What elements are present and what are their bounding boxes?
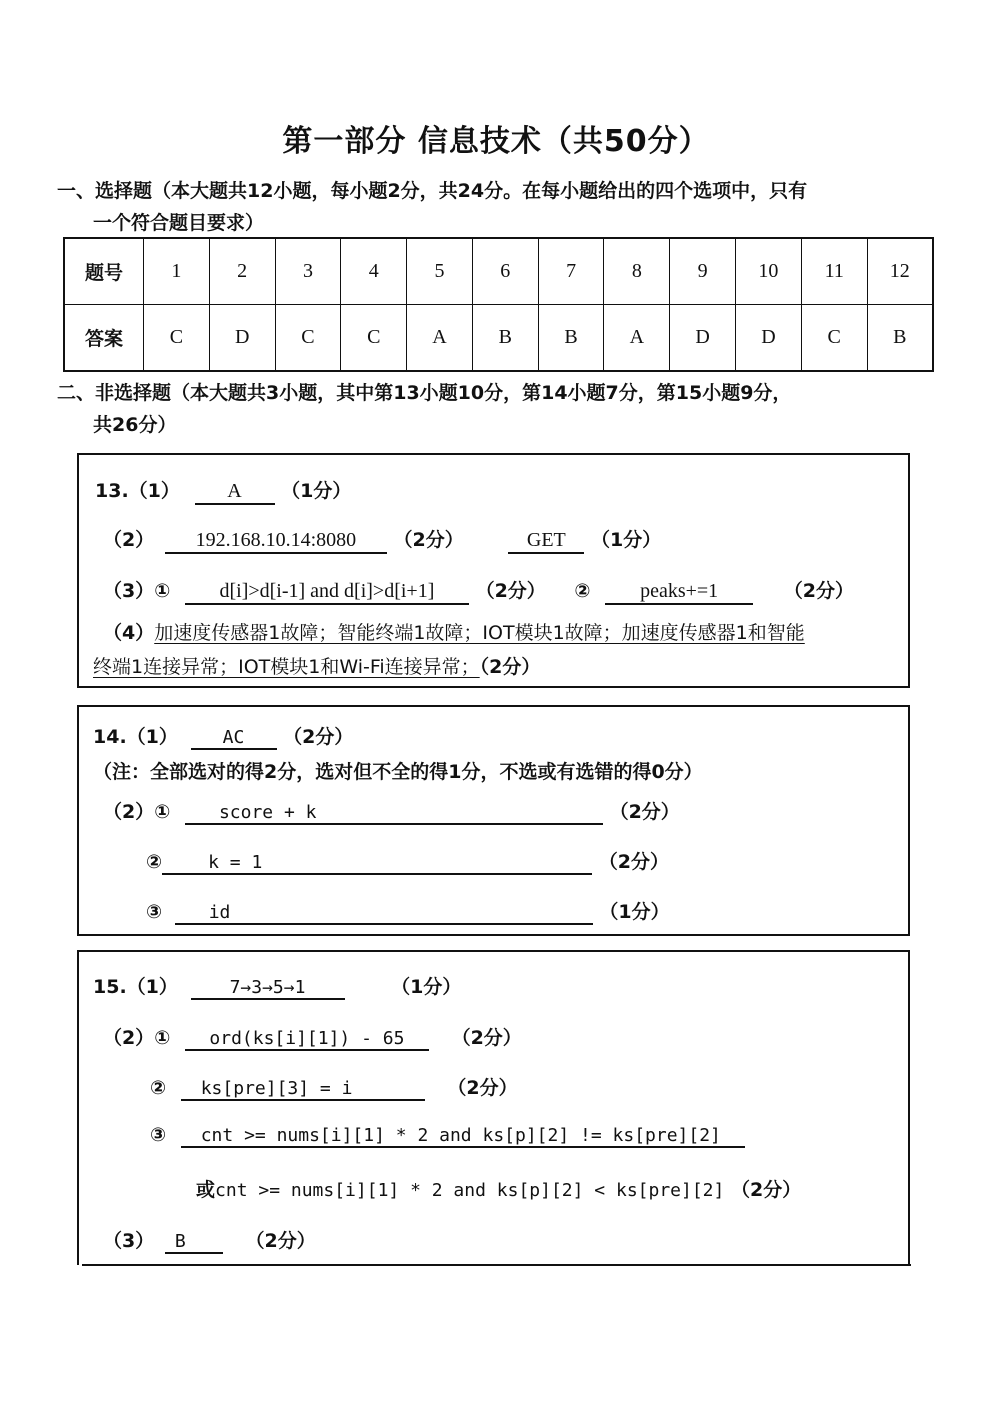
- question-number-cell: 10: [736, 238, 802, 305]
- row-header: 题号: [64, 238, 144, 305]
- answer-cell: B: [472, 305, 538, 372]
- q14-p1-answer: AC: [191, 727, 277, 750]
- q15-part1: [93, 972, 461, 1000]
- question-number-cell: 4: [341, 238, 407, 305]
- q13-p1-points: （1分）: [281, 480, 352, 502]
- q14-part1: [93, 722, 353, 750]
- question-number-cell: 8: [604, 238, 670, 305]
- q13-p3-label: （3）①: [103, 580, 171, 602]
- q13-p1-answer: A: [195, 480, 275, 505]
- q13-p2-answer-a: 192.168.10.14:8080: [165, 529, 387, 554]
- q13-p2-answer-b: GET: [508, 529, 584, 554]
- q14-answer-2: k = 1: [162, 852, 592, 875]
- q15-part2-1: [103, 1023, 522, 1051]
- table-row: [64, 305, 933, 372]
- section2-heading-cont: 共26分）: [93, 414, 177, 436]
- q13-part3: [103, 576, 854, 605]
- q15-p1-points: （1分）: [391, 976, 462, 998]
- q14-part2-1: [103, 797, 680, 825]
- q14-p2-label: （2）①: [103, 801, 171, 823]
- q15-alt-answer: cnt >= nums[i][1] * 2 and ks[p][2] < ks[pre][2]: [215, 1180, 725, 1201]
- answer-cell: D: [736, 305, 802, 372]
- q13-p2-points-b: （1分）: [590, 529, 662, 551]
- q15-l2: ②: [150, 1077, 167, 1099]
- answer-cell: D: [670, 305, 736, 372]
- q13-p1-label: 13.（1）: [95, 480, 180, 502]
- q13-p3-answer-a: d[i]>d[i-1] and d[i]>d[i+1]: [185, 580, 469, 605]
- q15-answer-3: cnt >= nums[i][1] * 2 and ks[p][2] != ks[pre][2]: [181, 1125, 745, 1148]
- bottom-rule: [82, 1264, 911, 1266]
- q14-part2-3: [146, 897, 670, 925]
- q14-part2-2: [146, 847, 669, 875]
- q13-p4-text1: 加速度传感器1故障；智能终端1故障；IOT模块1故障；加速度传感器1和智能: [154, 622, 805, 644]
- q15-answer-2: ks[pre][3] = i: [181, 1078, 425, 1101]
- question-number-cell: 7: [538, 238, 604, 305]
- question-number-cell: 11: [801, 238, 867, 305]
- q15-part2-3: [150, 1124, 745, 1148]
- q15-p3-label: （3）: [103, 1230, 155, 1252]
- q13-p3-points-a: （2分）: [475, 580, 546, 602]
- question-number-cell: 6: [472, 238, 538, 305]
- q14-l2: ②: [146, 851, 163, 873]
- q15-p2-label: （2）①: [103, 1027, 171, 1049]
- q15-part3: [103, 1226, 316, 1254]
- q13-part4: [103, 618, 805, 645]
- q14-answer-1: score + k: [185, 802, 603, 825]
- section1-heading-cont: 一个符合题目要求）: [93, 212, 265, 234]
- answer-cell: C: [341, 305, 407, 372]
- q14-note: （注：全部选对的得2分，选对但不全的得1分，不选或有选错的得0分）: [93, 761, 703, 783]
- q14-answer-1-points: （2分）: [609, 801, 680, 823]
- q13-p3-label-b: ②: [574, 580, 591, 602]
- q15-alt-prefix: 或: [196, 1179, 216, 1201]
- answer-cell: A: [604, 305, 670, 372]
- question-number-cell: 12: [867, 238, 933, 305]
- answer-table: [63, 237, 934, 372]
- q15-answer-3-alt: [196, 1175, 801, 1202]
- q15-p3-points: （2分）: [245, 1230, 316, 1252]
- answer-cell: D: [209, 305, 275, 372]
- question-number-cell: 9: [670, 238, 736, 305]
- q13-part2: [103, 525, 661, 554]
- question-number-cell: 3: [275, 238, 341, 305]
- q13-p4-label: （4）: [103, 622, 155, 644]
- q13-p2-label: （2）: [103, 529, 155, 551]
- question-number-cell: 5: [407, 238, 473, 305]
- q13-p3-answer-b: peaks+=1: [605, 580, 753, 605]
- table-row: [64, 238, 933, 305]
- q15-l3: ③: [150, 1124, 167, 1146]
- answer-cell: A: [407, 305, 473, 372]
- answer-cell: C: [801, 305, 867, 372]
- q13-p4-points: （2分）: [479, 656, 541, 678]
- q13-p4-text2: 终端1连接异常；IOT模块1和Wi-Fi连接异常；: [93, 656, 480, 678]
- q15-p1-label: 15.（1）: [93, 976, 178, 998]
- page-title: 第一部分 信息技术（共50分）: [282, 124, 710, 159]
- q14-answer-2-points: （2分）: [598, 851, 669, 873]
- answer-cell: C: [144, 305, 210, 372]
- q15-part2-2: [150, 1073, 518, 1101]
- q13-part4-cont: [93, 652, 540, 679]
- section2-heading: 二、非选择题（本大题共3小题，其中第13小题10分，第14小题7分，第15小题9分，: [57, 382, 792, 404]
- q13-p3-points-b: （2分）: [783, 580, 854, 602]
- q15-p1-answer: 7→3→5→1: [191, 977, 345, 1000]
- q14-answer-3: id: [175, 902, 593, 925]
- answer-cell: B: [538, 305, 604, 372]
- question-number-cell: 1: [144, 238, 210, 305]
- q14-l3: ③: [146, 901, 163, 923]
- q15-answer-1: ord(ks[i][1]) - 65: [185, 1028, 429, 1051]
- question-number-cell: 2: [209, 238, 275, 305]
- q15-alt-points: （2分）: [730, 1179, 802, 1201]
- q13-p2-points-a: （2分）: [393, 529, 464, 551]
- q14-answer-3-points: （1分）: [599, 901, 670, 923]
- q15-p3-answer: B: [165, 1231, 223, 1254]
- row-header: 答案: [64, 305, 144, 372]
- q14-p1-label: 14.（1）: [93, 726, 178, 748]
- answer-cell: B: [867, 305, 933, 372]
- q15-answer-2-points: （2分）: [447, 1077, 518, 1099]
- q13-part1: [95, 476, 351, 505]
- q15-answer-1-points: （2分）: [451, 1027, 522, 1049]
- answer-cell: C: [275, 305, 341, 372]
- q14-p1-points: （2分）: [283, 726, 354, 748]
- section1-heading: 一、选择题（本大题共12小题，每小题2分，共24分。在每小题给出的四个选项中，只有: [57, 180, 808, 202]
